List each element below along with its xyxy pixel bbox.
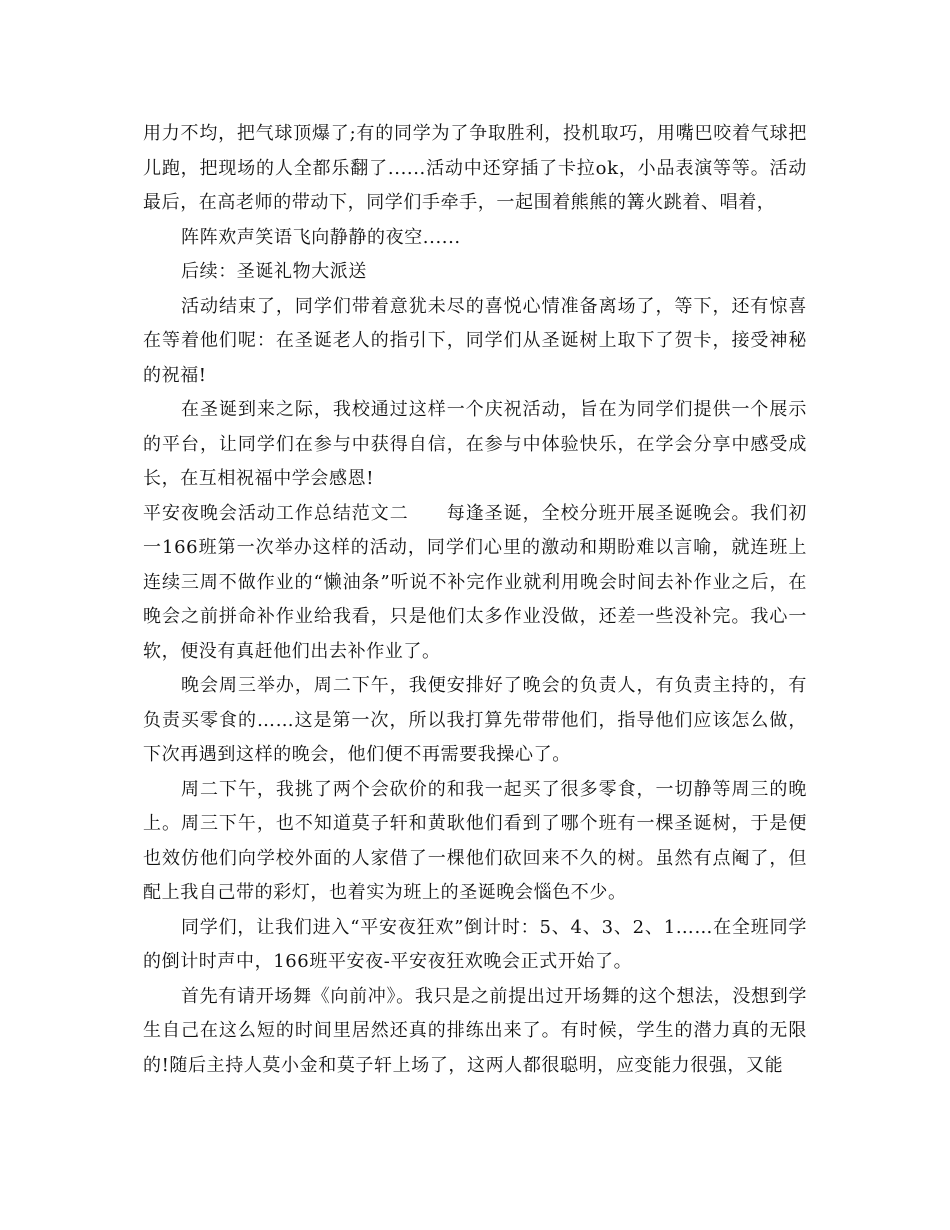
paragraph-7: 周二下午，我挑了两个会砍价的和我一起买了很多零食，一切静等周三的晚上。周三下午，也不知道莫子轩和黄耿他们看到了哪个班有一棵圣诞树，于是便也效仿他们向学校外面的人家借了一棵他们砍回来不久的树。虽然有点阉了，但配上我自己带的彩灯，也着实为班上的圣诞晚会惱色不少。 <box>143 778 807 903</box>
paragraph-9: 首先有请开场舞《向前冲》。我只是之前提出过开场舞的这个想法，没想到学生自己在这么短的时间里居然还真的排练出来了。有时候，学生的潜力真的无限的!随后主持人莫小金和莫子轩上场了，这两人都很聪明，应变能力很强，又能 <box>143 985 807 1076</box>
paragraph-8: 同学们，让我们进入“平安夜狂欢”倒计时：5、4、3、2、1……在全班同学的倒计时声中，166班平安夜-平安夜狂欢晚会正式开始了。 <box>143 916 807 972</box>
paragraph-4: 在圣诞到来之际，我校通过这样一个庆祝活动，旨在为同学们提供一个展示的平台，让同学们在参与中获得自信，在参与中体验快乐，在学会分享中感受成长，在互相祝福中学会感恩! <box>143 399 807 489</box>
paragraph-3: 活动结束了，同学们带着意犹未尽的喜悦心情准备离场了，等下，还有惊喜在等着他们呢：在圣诞老人的指引下，同学们从圣诞树上取下了贺卡，接受神秘的祝福! <box>143 295 807 386</box>
paragraph-6: 晚会周三举办，周二下午，我便安排好了晚会的负责人，有负责主持的，有负责买零食的……这是第一次，所以我打算先带带他们，指导他们应该怎么做，下次再遇到这样的晚会，他们便不再需要我操心了。 <box>143 675 807 765</box>
paragraph-1: 用力不均，把气球顶爆了;有的同学为了争取胜利，投机取巧，用嘴巴咬着气球把儿跑，把现场的人全都乐翻了......活动中还穿插了卡拉ok，小品表演等等。活动最后，在高老师的带动下，同学们手牵手，一起围着熊熊的篝火跳着、唱着， <box>143 123 807 213</box>
paragraph-5-article-two: 平安夜晚会活动工作总结范文二 每逢圣诞，全校分班开展圣诞晚会。我们初一166班第一次举办这样的活动，同学们心里的激动和期盼难以言喻，就连班上连续三周不做作业的“懒油条”听说不补完作业就利用晚会时间去补作业之后，在晚会之前拼命补作业给我看，只是他们太多作业没做，还差一些没补完。我心一软，便没有真赶他们出去补作业了。 <box>143 502 807 662</box>
document-body <box>143 117 807 1083</box>
section-heading-sequel: 后续：圣诞礼物大派送 <box>181 261 367 282</box>
paragraph-2: 阵阵欢声笑语飞向静静的夜空...... <box>181 226 461 248</box>
